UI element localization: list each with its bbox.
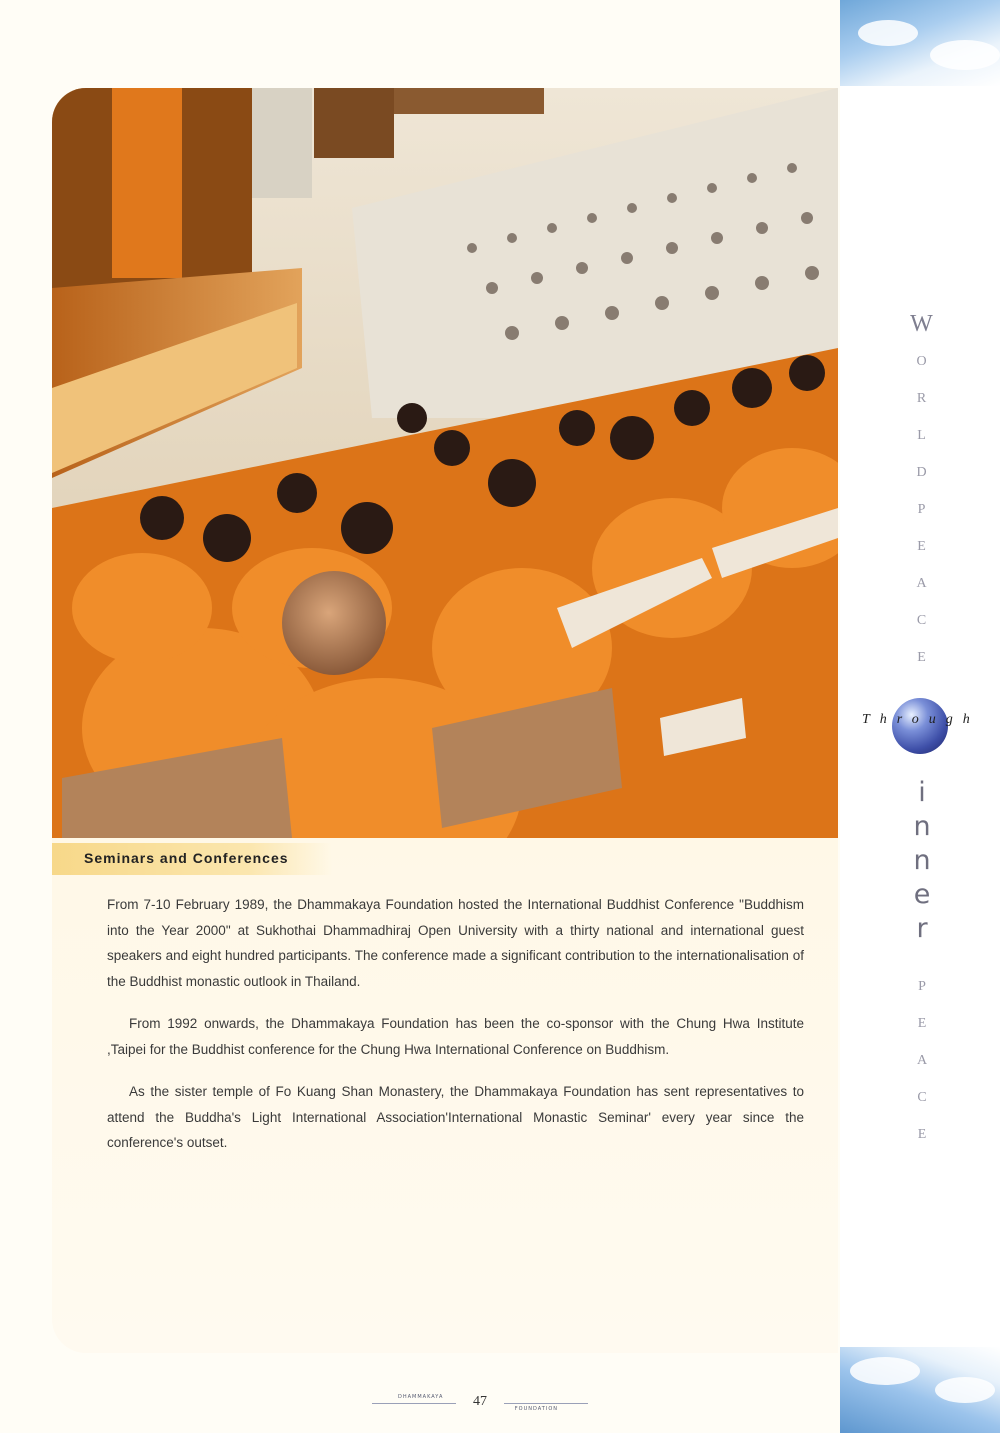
- footer-rule-right: [504, 1403, 588, 1404]
- sidebar-letter: R: [916, 391, 928, 406]
- sidebar-letter: n: [913, 845, 931, 876]
- sidebar-letter: E: [917, 1016, 927, 1031]
- sidebar-letter: n: [913, 811, 931, 842]
- sidebar-letter: P: [918, 979, 926, 994]
- sidebar-letter: A: [916, 1053, 928, 1068]
- page-footer: [372, 1392, 588, 1416]
- page-number: 47: [473, 1394, 487, 1409]
- footer-right-text: FOUNDATION: [514, 1406, 558, 1412]
- paragraph: From 1992 onwards, the Dhammakaya Foundation has been the co-sponsor with the Chung Hwa Institute ,Taipei for the Buddhist conference for the Chung Hwa International Conference on Buddhism.: [107, 1016, 804, 1057]
- sidebar-letter: E: [917, 1127, 927, 1142]
- sidebar-letter: E: [917, 539, 927, 554]
- article-body: [107, 892, 804, 1173]
- sidebar-letter: C: [917, 1090, 927, 1105]
- sidebar-letter: E: [917, 650, 927, 665]
- footer-rule-left: [372, 1403, 456, 1404]
- through-label: Through: [862, 712, 980, 727]
- sidebar-letter: e: [913, 879, 931, 910]
- footer-left-text: DHAMMAKAYA: [398, 1394, 444, 1400]
- paragraph: As the sister temple of Fo Kuang Shan Monastery, the Dhammakaya Foundation has sent representatives to attend the Buddha's Light International Association'International Monastic Seminar' every year since the conference's outset.: [107, 1084, 804, 1150]
- sidebar-title-world-peace: [902, 306, 942, 676]
- paragraph: From 7-10 February 1989, the Dhammakaya Foundation hosted the International Buddhist Conference "Buddhism into the Year 2000" at Sukhothai Dhammadhiraj Open University with a thirty national and international guest speakers and eight hundred participants. The conference made a significant contribution to the internationalisation of the Buddhist monastic outlook in Thailand.: [107, 897, 804, 989]
- sky-decoration-top: [840, 0, 1000, 86]
- section-heading-bar: [52, 843, 332, 875]
- sidebar-letter: L: [917, 428, 927, 443]
- sidebar-letter: O: [916, 354, 928, 369]
- section-heading: Seminars and Conferences: [84, 850, 289, 866]
- sidebar-letter: P: [917, 502, 927, 517]
- sidebar-letter: C: [916, 613, 928, 628]
- sidebar-word-peace: [902, 968, 942, 1153]
- sidebar-letter: i: [918, 777, 926, 808]
- sky-decoration-bottom: [840, 1347, 1000, 1433]
- conference-photo: [52, 88, 838, 838]
- sidebar-word-inner: [902, 776, 942, 946]
- sidebar-letter: A: [916, 576, 928, 591]
- sidebar-letter: W: [910, 311, 934, 337]
- sidebar-letter: D: [916, 465, 928, 480]
- sidebar-letter: r: [916, 913, 928, 944]
- through-globe-emblem: [862, 696, 992, 756]
